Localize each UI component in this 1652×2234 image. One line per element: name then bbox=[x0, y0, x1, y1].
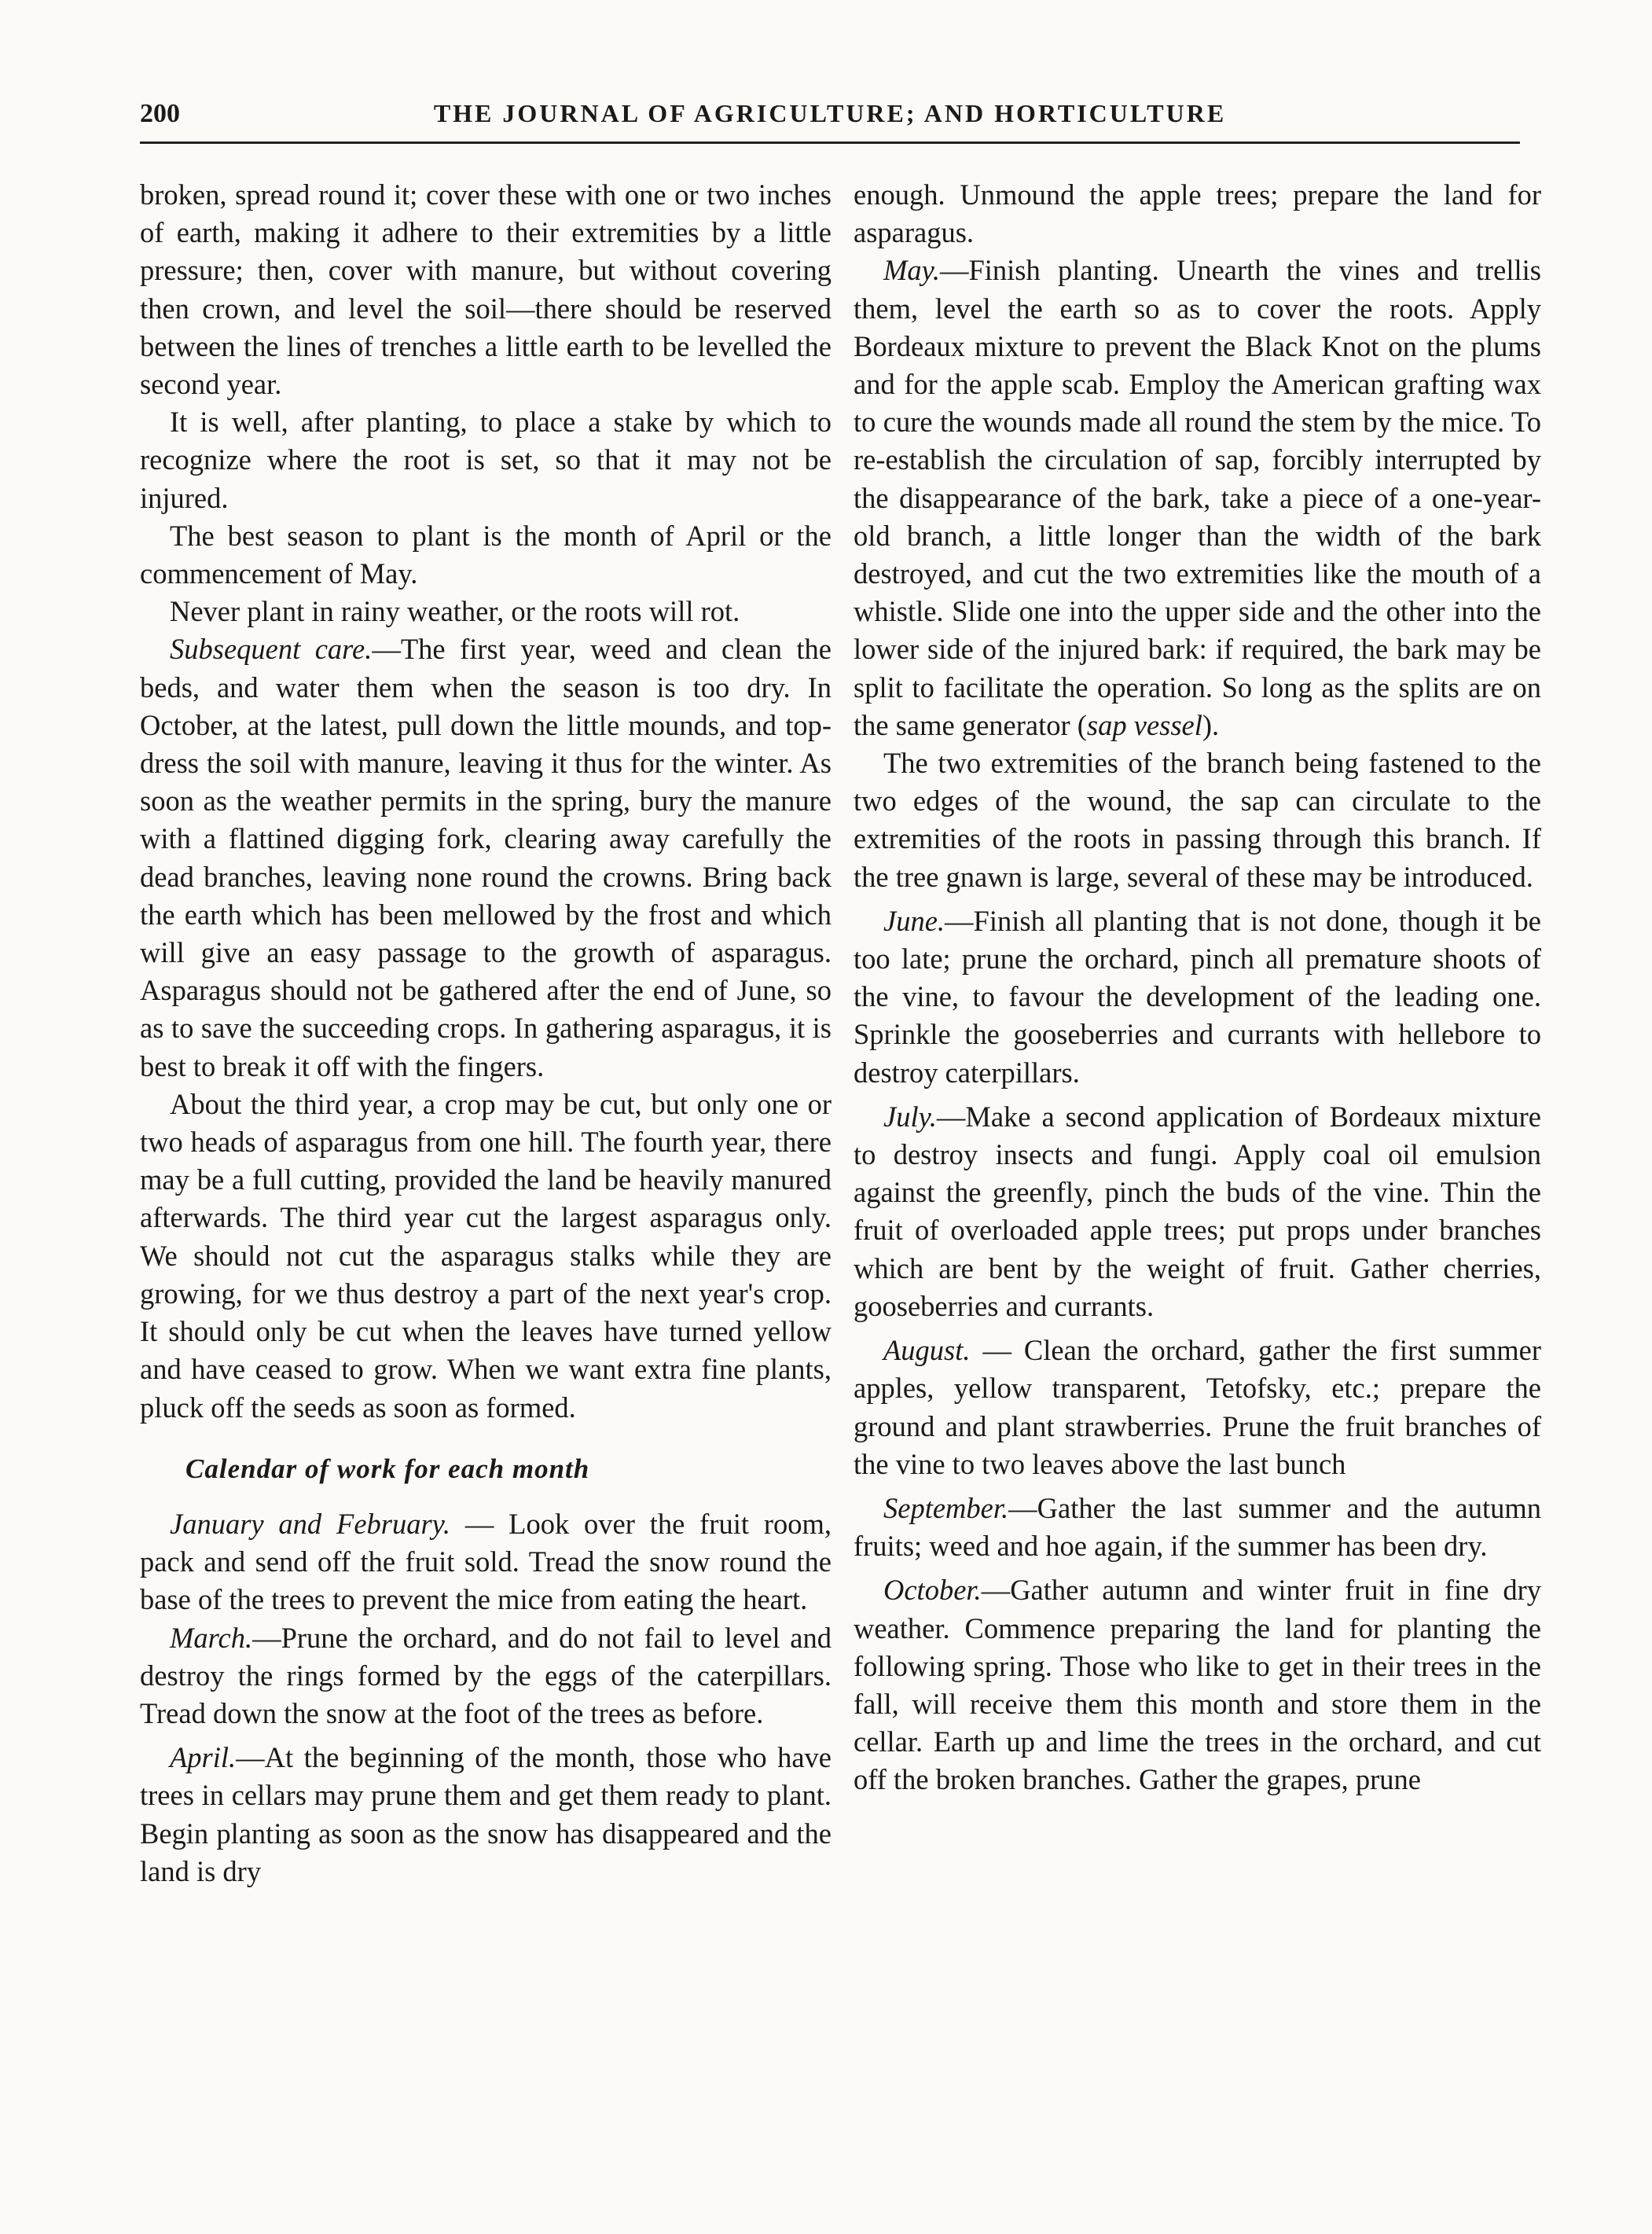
paragraph-august bbox=[854, 1332, 1541, 1483]
paragraph-july bbox=[854, 1098, 1541, 1325]
header-rule bbox=[140, 141, 1520, 144]
june-text: —Finish all planting that is not done, though it be too late; prune the orchard, pinch all premature shoots of the vine, to favour the development of the leading one. Sprinkle the gooseberries and currants with hellebore to destroy caterpillars. bbox=[854, 904, 1541, 1089]
march-lead: March. bbox=[170, 1621, 253, 1654]
april-text: —At the beginning of the month, those who have trees in cellars may prune them and get them ready to plant. Begin planting as soon as the snow has disappeared and the land is dry bbox=[140, 1741, 832, 1887]
paragraph-subsequent-care bbox=[140, 630, 832, 1085]
july-text: —Make a second application of Bordeaux mixture to destroy insects and fungi. Apply coal oil emulsion against the greenfly, pinch the buds of the vine. Thin the fruit of overloaded apple trees; put props under branches which are bent by the weight of fruit. Gather cherries, gooseberries and currants. bbox=[854, 1100, 1541, 1322]
paragraph-january bbox=[140, 1505, 832, 1619]
march-text: —Prune the orchard, and do not fail to level and destroy the rings formed by the eggs of the caterpillars. Tread down the snow at the foot of the trees as before. bbox=[140, 1621, 832, 1729]
right-column bbox=[854, 176, 1541, 1799]
left-column bbox=[140, 176, 832, 1890]
june-lead: June. bbox=[883, 904, 945, 937]
paragraph-april bbox=[140, 1739, 832, 1890]
august-text: — Clean the orchard, gather the first summer apples, yellow transparent, Tetofsky, etc.; prepare the ground and plant strawberries. Prune the fruit branches of the vine to two leaves above the last bunch bbox=[854, 1334, 1541, 1480]
paragraph-march bbox=[140, 1619, 832, 1733]
section-heading: Calendar of work for each month bbox=[185, 1453, 590, 1484]
january-text: — Look over the fruit room, pack and send off the fruit sold. Tread the snow round the base of the trees to prevent the mice from eating the heart. bbox=[140, 1507, 832, 1616]
may-lead: May. bbox=[883, 254, 940, 287]
april-lead: April. bbox=[170, 1741, 237, 1774]
may-text: —Finish planting. Unearth the vines and trellis them, level the earth so as to cover the roots. Apply Bordeaux mixture to prevent the Black Knot on the plums and for the apple scab. Employ the American grafting wax to cure the wounds made all round the stem by the mice. To re-establish the circulation of sap, forcibly interrupted by the disappearance of the bark, take a piece of a one-year-old branch, a little longer than the width of the bark destroyed, and cut the two extremities like the mouth of a whistle. Slide one into the upper side and the other into the lower side of the injured bark: if required, the bark may be split to facilitate the operation. So long as the splits are on the same generator ( bbox=[854, 254, 1541, 741]
october-text: —Gather autumn and winter fruit in fine dry weather. Commence preparing the land for planting the following spring. Those who like to get in their trees in the fall, will receive them this month and store them in the cellar. Earth up and lime the trees in the orchard, and cut off the broken branches. Gather the grapes, prune bbox=[854, 1574, 1541, 1796]
page-header bbox=[140, 93, 1520, 141]
paragraph-branch: The two extremities of the branch being fastened to the two edges of the wound, the sap can circulate to the extremities of the roots in passing through this branch. If the tree gnawn is large, several of these may be introduced. bbox=[854, 747, 1541, 893]
may-end: ). bbox=[1202, 708, 1220, 741]
paragraph-best-season: The best season to plant is the month of April or the commencement of May. bbox=[140, 519, 832, 590]
paragraph-third-year: About the third year, a crop may be cut, but only one or two heads of asparagus from one hill. The fourth year, there may be a full cutting, provided the land be heavily manured afterwards. The third year cut the largest asparagus only. We should not cut the asparagus stalks while they are growing, for we thus destroy a part of the next year's crop. It should only be cut when the leaves have turned yellow and have ceased to grow. When we want extra fine plants, pluck off the seeds as soon as formed. bbox=[140, 1087, 832, 1424]
may-italic: sap vessel bbox=[1086, 708, 1202, 741]
paragraph-stake: It is well, after planting, to place a stake by which to recognize where the root is set, so that it may not be injured. bbox=[140, 406, 832, 514]
october-lead: October. bbox=[883, 1574, 982, 1607]
paragraph-september bbox=[854, 1490, 1541, 1565]
january-lead: January and February. bbox=[170, 1507, 450, 1540]
page-number: 200 bbox=[140, 99, 180, 128]
paragraph-october bbox=[854, 1571, 1541, 1799]
running-title: THE JOURNAL OF AGRICULTURE; AND HORTICULTURE bbox=[433, 99, 1227, 127]
paragraph-may bbox=[854, 252, 1541, 744]
paragraph-continued: broken, spread round it; cover these with one or two inches of earth, making it adhere to their extremities by a little pressure; then, cover with manure, but without covering then crown, and level the soil—there should be reserved between the lines of trenches a little earth to be levelled the second year. bbox=[140, 178, 832, 401]
september-text: —Gather the last summer and the autumn fruits; weed and hoe again, if the summer has been dry. bbox=[854, 1491, 1541, 1563]
paragraph-june bbox=[854, 902, 1541, 1092]
subsequent-care-text: —The first year, weed and clean the beds, and water them when the season is too dry. In October, at the latest, pull down the little mounds, and top-dress the soil with manure, leaving it thus for the winter. As soon as the weather permits in the spring, bury the manure with a flattined digging fork, clearing away carefully the dead branches, leaving none round the crowns. Bring back the earth which has been mellowed by the frost and which will give an easy passage to the growth of asparagus. Asparagus should not be gathered after the end of June, so as to save the succeeding crops. In gathering asparagus, it is best to break it off with the fingers. bbox=[140, 633, 832, 1082]
subsequent-care-lead: Subsequent care. bbox=[170, 633, 373, 666]
paragraph-april-continued: enough. Unmound the apple trees; prepare the land for asparagus. bbox=[854, 178, 1541, 249]
paragraph-rainy-weather: Never plant in rainy weather, or the roots will rot. bbox=[170, 595, 740, 628]
july-lead: July. bbox=[883, 1100, 937, 1133]
september-lead: September. bbox=[883, 1491, 1009, 1524]
august-lead: August. bbox=[883, 1334, 971, 1367]
